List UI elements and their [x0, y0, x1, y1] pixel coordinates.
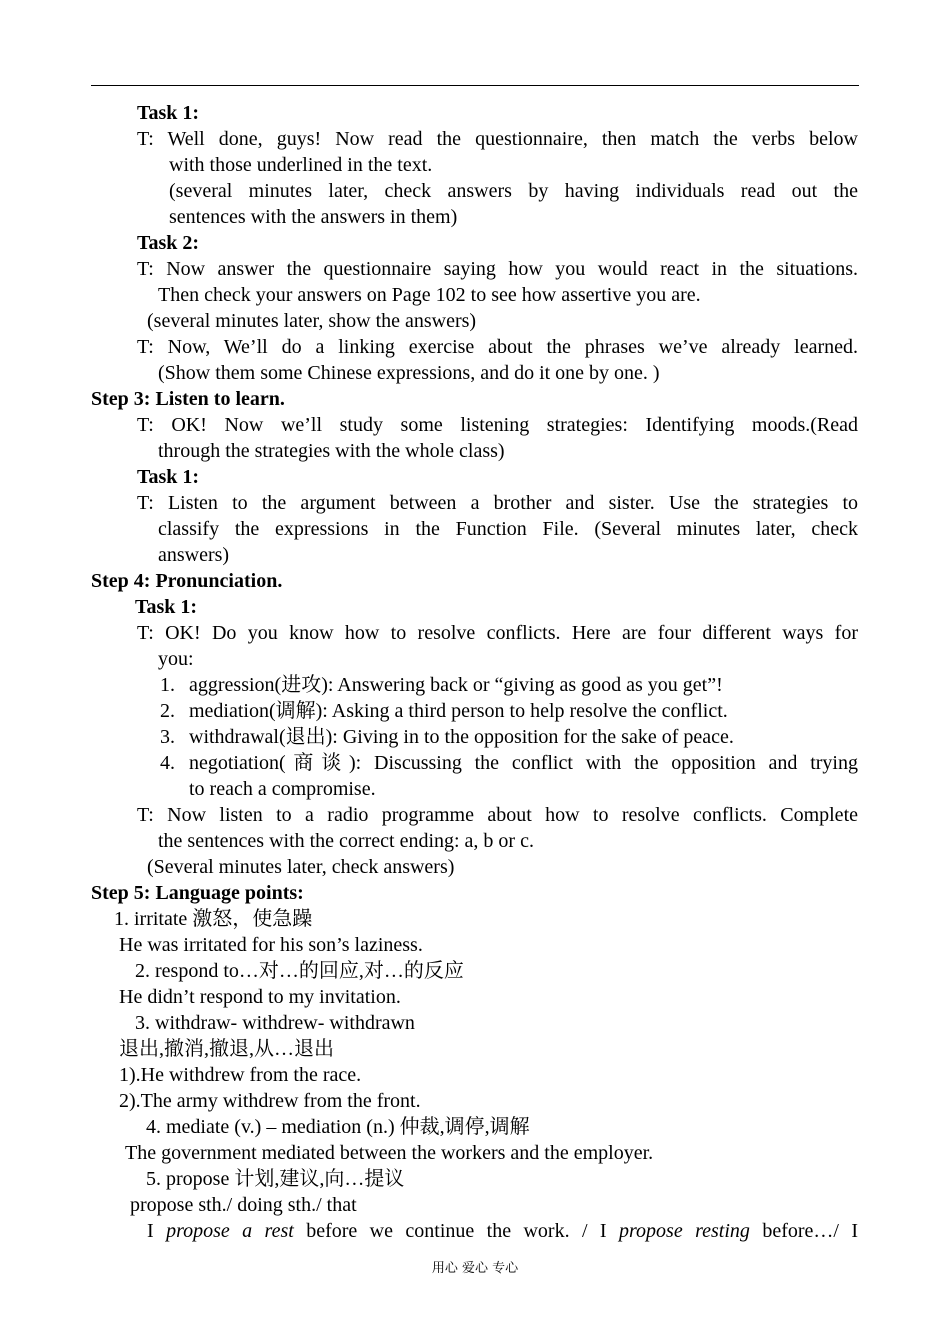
list-item-text: withdrawal(退出): Giving in to the opposition for the sake of peace.	[189, 726, 734, 748]
list-item-text: negotiation(商谈): Discussing the conflict with the opposition and trying	[189, 752, 858, 774]
header-rule	[91, 85, 859, 86]
step3-line2: through the strategies with the whole class)	[158, 440, 505, 462]
point-1: 1. irritate 激怒，使急躁	[114, 908, 313, 930]
list-item-number: 2.	[160, 700, 175, 722]
step3-line1: T: OK! Now we’ll study some listening strategies: Identifying moods.(Read	[137, 414, 858, 436]
list-item-text: aggression(进攻): Answering back or “giving as good as you get”!	[189, 674, 723, 696]
step4-line4: the sentences with the correct ending: a, b or c.	[158, 830, 534, 852]
task2-line4: T: Now, We’ll do a linking exercise about the phrases we’ve already learned.	[137, 336, 858, 358]
example-text: before…/ I	[749, 1220, 859, 1242]
list-item-number: 3.	[160, 726, 175, 748]
step3-heading: Step 3: Listen to learn.	[91, 388, 285, 410]
task1-line4: sentences with the answers in them)	[169, 206, 458, 228]
task1-line2: with those underlined in the text.	[169, 154, 433, 176]
point-3-example-1: 1).He withdrew from the race.	[119, 1064, 362, 1086]
point-4-example: The government mediated between the workers and the employer.	[125, 1142, 654, 1164]
task1-heading: Task 1:	[137, 102, 200, 124]
example-text: before we continue the work. / I	[293, 1220, 619, 1242]
step3-line4: classify the expressions in the Function File. (Several minutes later, check	[158, 518, 858, 540]
point-5: 5. propose 计划,建议,向…提议	[146, 1168, 405, 1190]
task2-line5: (Show them some Chinese expressions, and do it one by one. )	[158, 362, 660, 384]
step4-line2: you:	[158, 648, 194, 670]
list-item-continuation: to reach a compromise.	[189, 778, 376, 800]
point-3-example-2: 2).The army withdrew from the front.	[119, 1090, 421, 1112]
step3-line3: T: Listen to the argument between a brother and sister. Use the strategies to	[137, 492, 858, 514]
example-text: I	[147, 1220, 167, 1242]
step4-line3: T: Now listen to a radio programme about how to resolve conflicts. Complete	[137, 804, 858, 826]
task2-line1: T: Now answer the questionnaire saying how you would react in the situations.	[137, 258, 858, 280]
point-2: 2. respond to…对…的回应,对…的反应	[135, 960, 464, 982]
step5-heading: Step 5: Language points:	[91, 882, 304, 904]
point-1-example: He was irritated for his son’s laziness.	[119, 934, 423, 956]
list-item-number: 4.	[160, 752, 175, 774]
list-item-number: 1.	[160, 674, 175, 696]
point-2-example: He didn’t respond to my invitation.	[119, 986, 401, 1008]
task1-line3: (several minutes later, check answers by having individuals read out the	[169, 180, 858, 202]
point-3-chinese: 退出,撤消,撤退,从…退出	[119, 1038, 334, 1060]
point-3: 3. withdraw- withdrew- withdrawn	[135, 1012, 415, 1034]
step4-line1: T: OK! Do you know how to resolve conflicts. Here are four different ways for	[137, 622, 858, 644]
step3-line5: answers)	[158, 544, 230, 566]
page-footer: 用心 爱心 专心	[431, 1261, 519, 1276]
step3-task-heading: Task 1:	[137, 466, 200, 488]
step4-line5: (Several minutes later, check answers)	[147, 856, 455, 878]
example-italic: propose resting	[619, 1220, 750, 1242]
step4-heading: Step 4: Pronunciation.	[91, 570, 283, 592]
list-item-text: mediation(调解): Asking a third person to help resolve the conflict.	[189, 700, 728, 722]
point-5-example	[147, 1218, 858, 1244]
example-italic: propose a rest	[166, 1220, 294, 1242]
task1-line1: T: Well done, guys! Now read the questionnaire, then match the verbs below	[137, 128, 858, 150]
point-5-pattern: propose sth./ doing sth./ that	[130, 1194, 357, 1216]
step4-task-heading: Task 1:	[135, 596, 198, 618]
point-4: 4. mediate (v.) – mediation (n.) 仲裁,调停,调解	[146, 1116, 530, 1138]
task2-heading: Task 2:	[137, 232, 200, 254]
task2-line2: Then check your answers on Page 102 to see how assertive you are.	[158, 284, 701, 306]
task2-line3: (several minutes later, show the answers)	[147, 310, 477, 332]
